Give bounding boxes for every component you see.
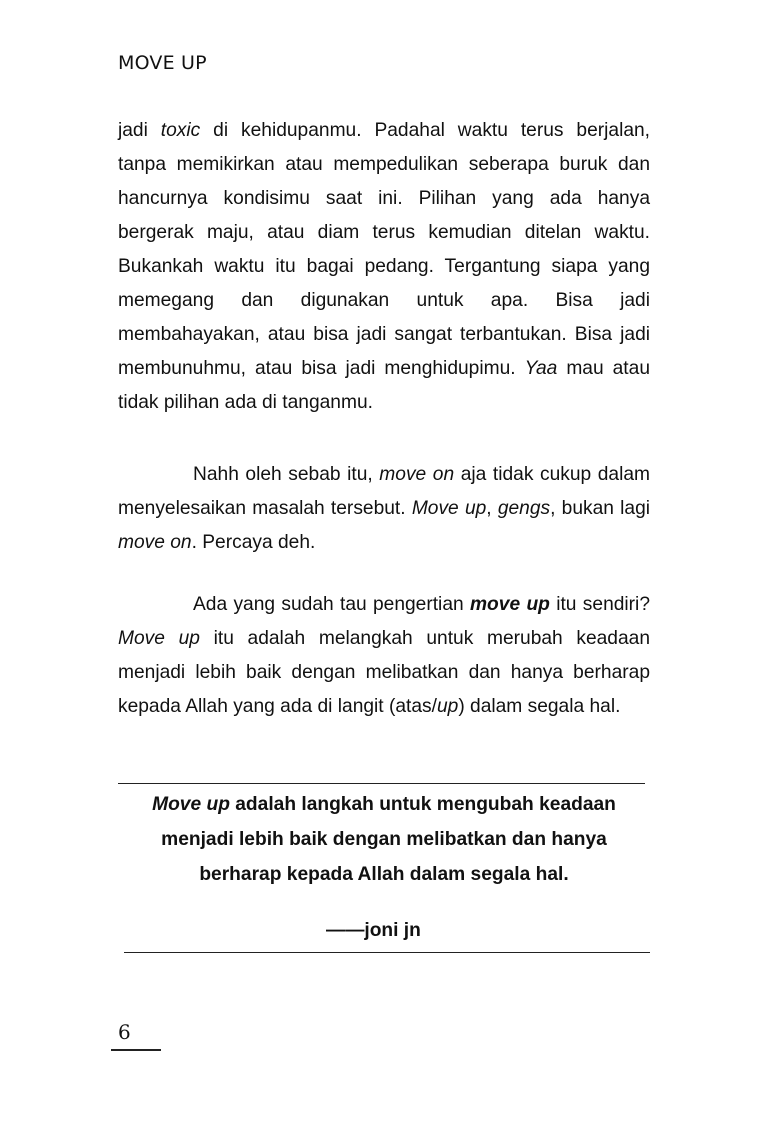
p1-italic-toxic: toxic	[160, 120, 201, 141]
p3-text: Ada yang sudah tau pengertian	[193, 594, 470, 615]
quote-bottom-rule	[124, 952, 650, 953]
p2-italic: move on	[379, 464, 455, 485]
p1-text: mau atau tidak pilihan ada di tanganmu.	[118, 358, 650, 413]
p2-italic: Move up	[411, 498, 487, 519]
p2-italic: gengs	[497, 498, 551, 519]
quote-author: ——joni jn	[326, 920, 421, 941]
p1-text: jadi	[118, 120, 161, 141]
quote-line-2: menjadi lebih baik dengan melibatkan dan hanya	[161, 829, 607, 850]
p2-text: Nahh oleh sebab itu,	[193, 464, 380, 485]
p3-italic: Move up	[118, 628, 200, 649]
p3-text: ) dalam segala hal.	[458, 696, 621, 717]
p3-italic: up	[436, 696, 459, 717]
page-number-rule	[111, 1049, 161, 1051]
p2-text: , bukan lagi	[550, 498, 651, 519]
p2-italic: move on	[118, 532, 192, 553]
pull-quote	[118, 787, 650, 892]
quote-line-1: Move up adalah langkah untuk mengubah keadaan	[152, 794, 616, 815]
paragraph-3	[118, 588, 650, 724]
quote-top-rule	[118, 783, 645, 784]
p2-text: . Percaya deh.	[191, 532, 316, 553]
p1-italic-yaa: Yaa	[524, 358, 558, 379]
page-number: 6	[118, 1020, 131, 1044]
p2-text: aja tidak cukup dalam menyelesaikan masalah tersebut.	[118, 464, 651, 519]
quote-emphasis: Move up	[152, 794, 230, 815]
running-header: MOVE UP	[118, 52, 207, 74]
paragraph-1	[118, 114, 650, 420]
p3-text: itu sendiri?	[549, 594, 650, 615]
p3-text: itu adalah melangkah untuk merubah keadaan menjadi lebih baik dengan melibatkan dan hanya berharap kepada Allah yang ada di langit (atas/	[118, 628, 650, 717]
p1-text: di kehidupanmu. Padahal waktu terus berjalan, tanpa memikirkan atau mempedulikan seberapa buruk dan hancurnya kondisimu saat ini. Pilihan yang ada hanya bergerak maju, atau diam terus kemudian ditelan waktu. Bukankah waktu itu bagai pedang. Tergantung siapa yang memegang dan digunakan untuk apa. Bisa jadi membahayakan, atau bisa jadi sangat terbantukan. Bisa jadi membunuhmu, atau bisa jadi menghidupimu.	[118, 120, 651, 379]
paragraph-2	[118, 458, 650, 560]
quote-line-3: berharap kepada Allah dalam segala hal.	[199, 864, 569, 885]
p2-text: ,	[486, 498, 498, 519]
p3-bold-italic-move-up: move up	[470, 594, 550, 615]
